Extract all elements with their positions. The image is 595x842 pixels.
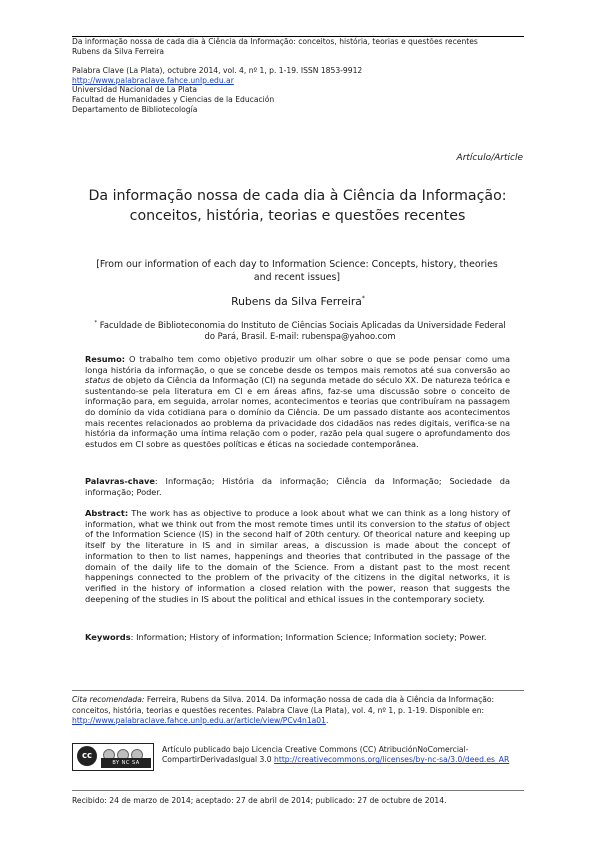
keywords-text: : Information; History of information; Information Science; Information society; Power.	[130, 632, 487, 642]
keywords-label: Keywords	[85, 632, 131, 642]
institution-department: Departamento de Bibliotecología	[72, 104, 198, 114]
running-title-author: Rubens da Silva Ferreira	[72, 46, 165, 56]
author-name: Rubens da Silva Ferreira	[231, 295, 362, 308]
cc-attribution-icons	[103, 746, 151, 757]
citation-end: .	[325, 716, 329, 725]
palavras-chave-paragraph	[85, 476, 510, 497]
citation-text: Ferreira, Rubens da Silva. 2014. Da informação nossa de cada dia à Ciência da Informação: conceitos, história, teorias e questões recentes. Palabra Clave (La Plata), vol. 4, nº 1, p. 1-19. Disponible en:	[72, 695, 495, 715]
keywords-paragraph	[85, 632, 510, 643]
abstract-italic: status	[445, 518, 471, 529]
resumo-italic: status	[85, 375, 111, 386]
author-marker: *	[361, 295, 365, 302]
author-line	[72, 295, 524, 308]
paper-title: Da informação nossa de cada dia à Ciência da Informação: conceitos, história, teorias e questões recentes	[88, 188, 507, 224]
license-text: Artículo publicado bajo Licencia Creative Commons (CC) AtribuciónNoComercial-CompartirDerivadasIgual 3.0	[162, 745, 469, 765]
institution-university: Universidad Nacional de La Plata	[72, 85, 197, 95]
abstract-text-1: The work has as objective to produce a look about what we can think as a long history of information, what we think out from the most remote times until its conversion to the	[85, 508, 510, 529]
running-title-line-1: Da informação nossa de cada dia à Ciência da Informação: conceitos, história, teorias e questões recentes	[72, 37, 478, 46]
creative-commons-badge[interactable]	[72, 743, 154, 771]
journal-info: Palabra Clave (La Plata), octubre 2014, vol. 4, nº 1, p. 1-19. ISSN 1853-9912	[72, 66, 363, 76]
section-label: Artículo/Article	[456, 153, 523, 163]
palavras-chave-label: Palavras-chave	[85, 476, 155, 486]
palavras-chave-text: : Informação; História da informação; Ciência da Informação; Sociedade da informação; Poder.	[85, 476, 510, 497]
affiliation-marker: *	[94, 320, 98, 326]
citation-label: Cita recomendada:	[72, 695, 145, 704]
cc-icon: cc	[77, 746, 97, 766]
resumo-text-1: O trabalho tem como objetivo produzir um olhar sobre o que se pode pensar como uma longa história da informação, o que se concebe desde os tempos mais remotos até sua conversão ao	[85, 354, 511, 375]
license-statement	[162, 745, 522, 765]
journal-url-link[interactable]: http://www.palabraclave.fahce.unlp.edu.ar	[72, 75, 234, 85]
institution-faculty: Facultad de Humanidades y Ciencias de la Educación	[72, 94, 275, 104]
license-url-link[interactable]: http://creativecommons.org/licenses/by-nc-sa/3.0/deed.es_AR	[274, 755, 510, 765]
affiliation-text: Faculdade de Biblioteconomia do Instituto de Ciências Sociais Aplicadas da Universidade Federal do Pará, Brasil. E-mail: rubenspa@yahoo.com	[99, 320, 506, 342]
abstract-label: Abstract:	[85, 508, 129, 518]
publication-dates: Recibido: 24 de marzo de 2014; aceptado: 27 de abril de 2014; publicado: 27 de octubre de 2014.	[72, 796, 447, 805]
resumo-label: Resumo:	[85, 354, 125, 364]
citation-top-rule	[72, 690, 524, 691]
cc-license-strip: BY NC SA	[101, 758, 151, 768]
author-affiliation	[90, 318, 510, 342]
translated-title: [From our information of each day to Information Science: Concepts, history, theories and recent issues]	[96, 259, 498, 283]
dates-top-rule	[72, 790, 524, 791]
resumo-text-2: de objeto da Ciência da Informação (CI) na segunda metade do século XX. De natureza teórica e sustentando-se pela literatura em CI e em áreas afins, faz-se uma discussão sobre o conceito de informação para, em seguida, arrolar nomes, acontecimentos e teorias que contribuíram na passagem do domínio da vida cotidiana para o domínio da Ciência. De um passado distante aos acontecimentos mais recentes relacionados ao problema da privacidade dos cidadãos nas redes digitais, verifica-se na história da informação uma íntima relação com o poder, razão pela qual sugere o aprofundamento dos estudos em CI sobre as questões políticas e éticas na sociedade contemporânea.	[85, 375, 510, 449]
abstract-text-2: of object of the Information Science (IS) in the second half of 20th century. Of theorical nature and keeping up itself by the literature in IS and in similar areas, a discussion is made about the concept of information to then to list names, happenings and theories that contributed in the passage of the domain of the daily life to the domain of the Science. From a distant past to the most recent happenings connected to the problem of the privacity of the citizens in the digital networks, it is verified in the history of information a closed relation with the power, reason that suggests the deepening of the studies in IS about the political and ethical issues in the contemporary society.	[85, 518, 511, 604]
article-url-link[interactable]: http://www.palabraclave.fahce.unlp.edu.ar/article/view/PCv4n1a01	[72, 716, 326, 725]
resumo-paragraph	[85, 354, 510, 449]
document-header	[72, 36, 524, 114]
recommended-citation	[72, 695, 526, 727]
abstract-paragraph	[85, 508, 510, 604]
